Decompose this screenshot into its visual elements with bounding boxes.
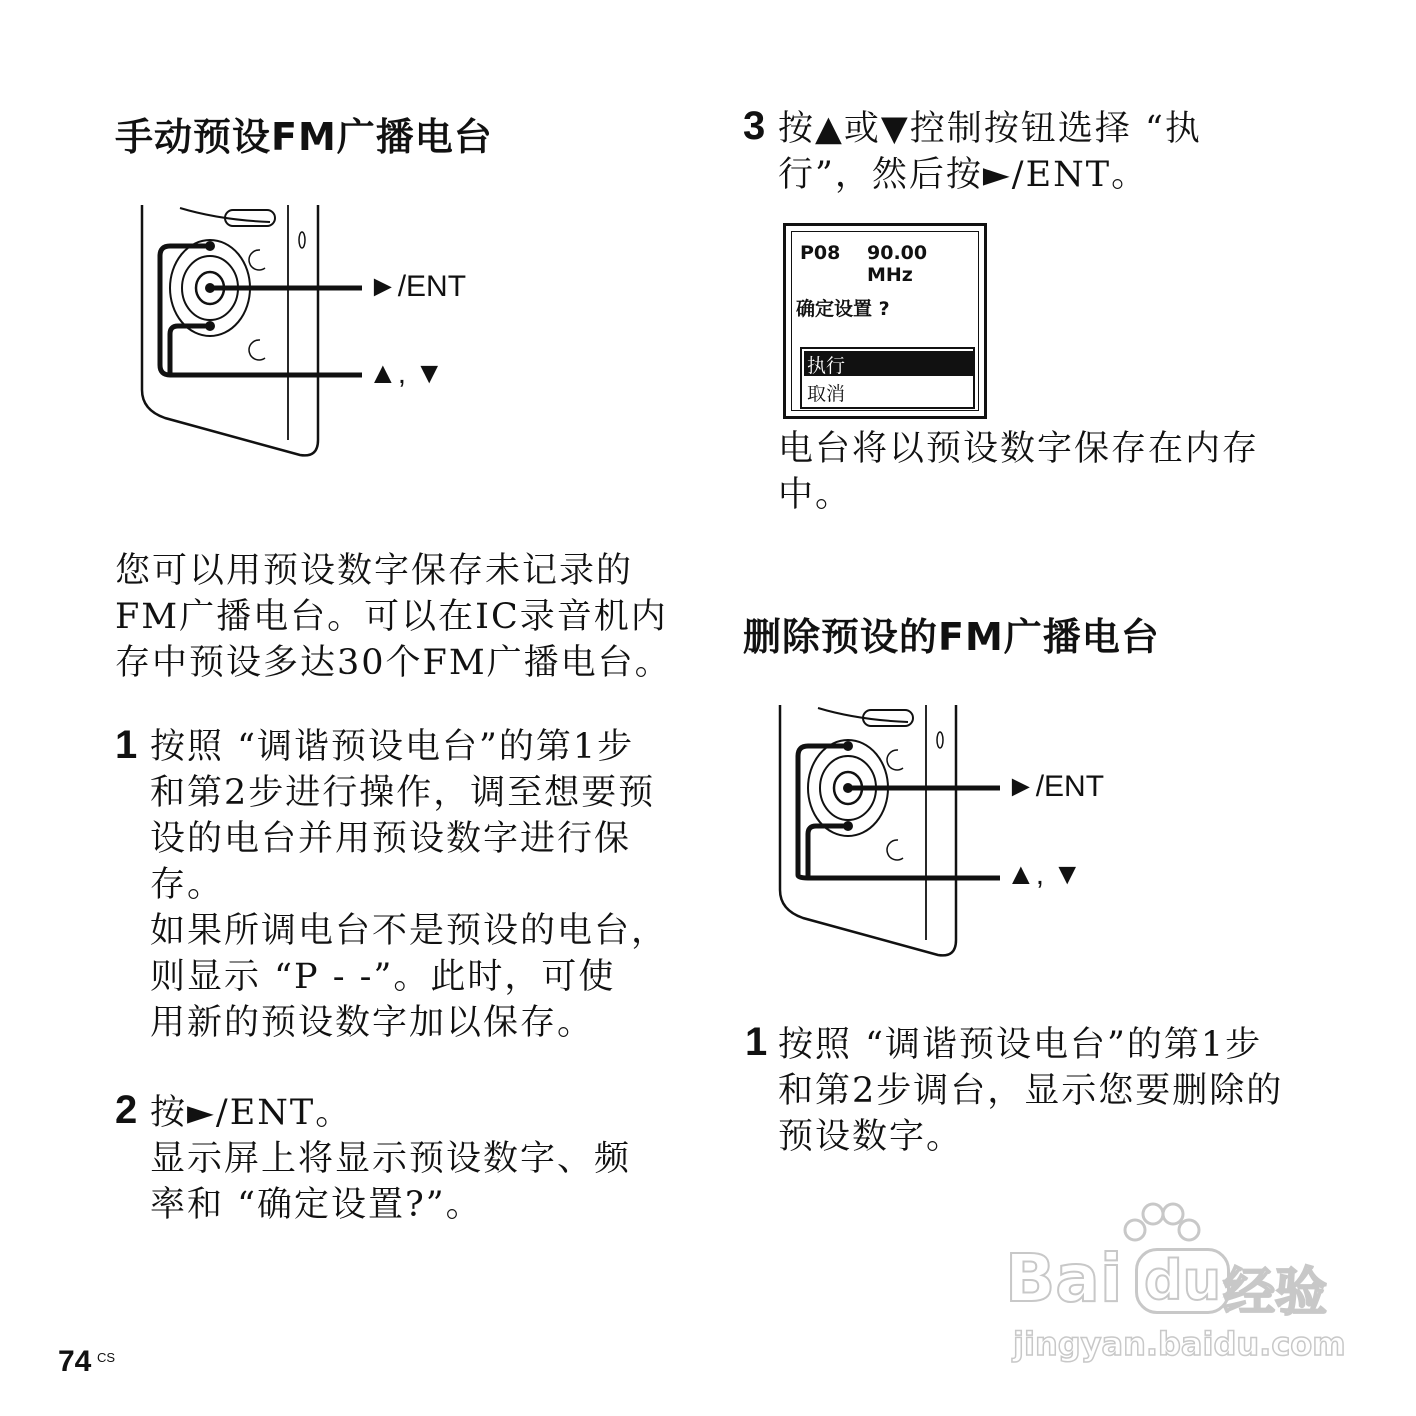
step-line: 按▲或▼控制按钮选择 “执 (778, 109, 1202, 149)
step-line: 存。 (150, 865, 225, 905)
lcd-frame (791, 231, 979, 411)
step-number: 3 (743, 104, 766, 148)
intro-line: FM广播电台。可以在IC录音机内 (115, 597, 668, 637)
step-line: 和第2步调台，显示您要删除的 (778, 1071, 1284, 1111)
watermark-url: jingyan.baidu.com (1013, 1325, 1346, 1363)
step-line: 按照 “调谐预设电台”的第1步 (778, 1025, 1263, 1065)
note-line: 用新的预设数字加以保存。 (150, 1003, 595, 1043)
delete-step-1-text (778, 1022, 1283, 1160)
step-number: 2 (115, 1088, 138, 1132)
watermark-brand: Bai (1005, 1240, 1123, 1317)
step-3-text (778, 106, 1202, 198)
page-number: 74 (58, 1345, 92, 1378)
step-number: 1 (745, 1020, 768, 1064)
device-side-button (937, 732, 943, 748)
step-line: 和第2步进行操作，调至想要预 (150, 773, 656, 813)
step-number: 1 (115, 723, 138, 767)
recorder-illustration-2 (768, 700, 1128, 960)
lcd-display (783, 223, 987, 419)
menu-item-cancel[interactable]: 取消 (807, 383, 846, 405)
arrows-label: ▲, ▼ (1006, 858, 1083, 891)
intro-paragraph (115, 548, 672, 686)
enter-label: ►/ENT (1006, 770, 1105, 803)
note-line: 率和 “确定设置?”。 (150, 1185, 483, 1225)
arrows-label: ▲, ▼ (368, 357, 445, 390)
device-side-button-3 (249, 340, 265, 360)
after-line: 电台将以预设数字保存在内存 (778, 429, 1260, 469)
step-2-text (150, 1090, 631, 1228)
watermark-brand-du: du (1135, 1248, 1230, 1314)
enter-label: ►/ENT (368, 270, 467, 303)
arrow-pointer-branch (170, 326, 210, 375)
confirm-menu (800, 347, 975, 409)
step-line: 按照 “调谐预设电台”的第1步 (150, 727, 635, 767)
intro-line: 存中预设多达30个FM广播电台。 (115, 643, 672, 683)
step-line: 按►/ENT。 (150, 1093, 353, 1133)
baidu-watermark (1005, 1200, 1346, 1370)
device-side-button (299, 232, 305, 248)
note-line: 则显示 “P - -”。此时，可使 (150, 957, 616, 997)
step-line: 行”，然后按►/ENT。 (778, 155, 1149, 195)
page-suffix: CS (97, 1350, 116, 1365)
recorder-illustration-1 (130, 200, 490, 460)
intro-line: 您可以用预设数字保存未记录的 (115, 551, 634, 591)
note-line: 显示屏上将显示预设数字、频 (150, 1139, 632, 1179)
device-side-button-2 (249, 250, 265, 270)
step-line: 设的电台并用预设数字进行保 (150, 819, 632, 859)
after-text (778, 426, 1259, 518)
preset-number: P08 (800, 242, 841, 264)
confirm-prompt: 确定设置 ? (796, 298, 890, 320)
step-line: 预设数字。 (778, 1117, 964, 1157)
after-line: 中。 (778, 475, 853, 515)
frequency-readout: 90.00 MHz (867, 242, 928, 286)
watermark-service: 经验 (1223, 1263, 1328, 1323)
section-heading-delete-preset: 删除预设的FM广播电台 (743, 615, 1160, 659)
note-line: 如果所调电台不是预设的电台， (150, 911, 669, 951)
device-side-button-3 (887, 840, 903, 860)
menu-item-execute[interactable]: 执行 (804, 351, 973, 376)
arrow-pointer-branch (808, 826, 848, 878)
step-1-text (150, 724, 668, 1046)
device-side-button-2 (887, 750, 903, 770)
section-heading-manual-preset: 手动预设FM广播电台 (115, 115, 493, 159)
